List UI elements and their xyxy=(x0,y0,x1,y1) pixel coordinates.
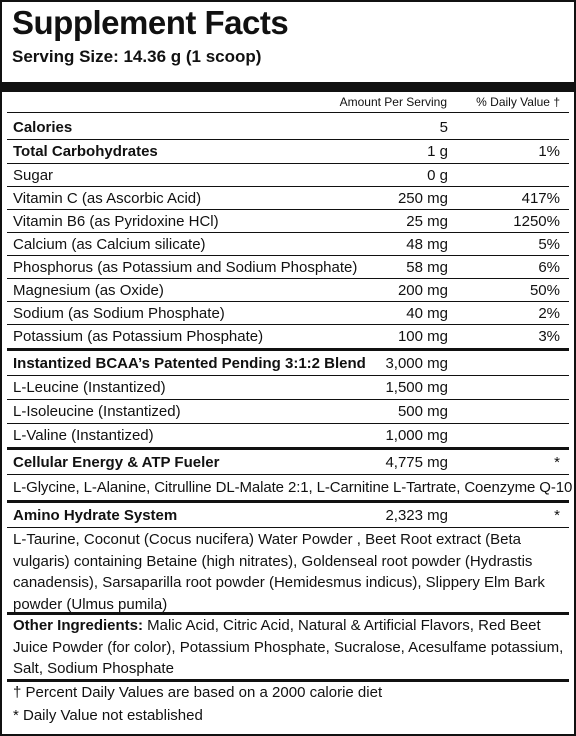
row-sugar xyxy=(2,164,574,187)
ingredient-name: L-Valine (Instantized) xyxy=(13,427,154,444)
header-daily-value: % Daily Value † xyxy=(476,95,560,109)
nutrient-amount: 25 mg xyxy=(406,213,448,230)
nutrient-name: Calories xyxy=(13,119,73,136)
nutrient-dv: 5% xyxy=(538,236,560,253)
nutrient-name: Vitamin C (as Ascorbic Acid) xyxy=(13,190,202,207)
other-ingredients-text: Malic Acid, Citric Acid, Natural & Artificial Flavors, Red Beet Juice Powder (for color), Potassium Phosphate, Sucralose, Acesulfame potassium, Salt, Sodium Phosphate xyxy=(13,617,564,677)
row-sodium xyxy=(2,302,574,325)
nutrient-amount: 1 g xyxy=(427,143,448,160)
nutrient-name: Magnesium (as Oxide) xyxy=(13,282,164,299)
other-ingredients xyxy=(13,615,564,680)
blend-name: Cellular Energy & ATP Fueler xyxy=(13,454,220,471)
nutrient-name: Vitamin B6 (as Pyridoxine HCl) xyxy=(13,213,219,230)
nutrient-name: Total Carbohydrates xyxy=(13,143,158,160)
blend-name: Instantized BCAA’s Patented Pending 3:1:2 Blend xyxy=(13,355,366,372)
nutrient-dv: 2% xyxy=(538,305,560,322)
row-l-leucine xyxy=(2,376,574,399)
nutrient-amount: 100 mg xyxy=(397,328,448,345)
nutrient-dv: 6% xyxy=(538,259,560,276)
footnote-daily-values: † Percent Daily Values are based on a 2000 calorie diet xyxy=(13,684,383,701)
header-amount: Amount Per Serving xyxy=(339,95,447,109)
footnote-not-established: * Daily Value not established xyxy=(13,707,203,724)
nutrient-amount: 200 mg xyxy=(397,282,448,299)
blend-dv: * xyxy=(554,454,560,471)
serving-size: Serving Size: 14.36 g (1 scoop) xyxy=(12,47,262,66)
nutrient-amount: 40 mg xyxy=(406,305,448,322)
thick-rule xyxy=(7,447,569,450)
row-amino-hydrate xyxy=(2,504,574,527)
ingredient-list: L-Glycine, L-Alanine, Citrulline DL-Malate 2:1, L-Carnitine L-Tartrate, Coenzyme Q-10 xyxy=(13,479,573,496)
ingredient-name: L-Isoleucine (Instantized) xyxy=(13,403,181,420)
nutrient-dv: 1250% xyxy=(513,213,560,230)
nutrient-amount: 48 mg xyxy=(406,236,448,253)
ingredient-amount: 1,500 mg xyxy=(385,379,448,396)
nutrient-dv: 417% xyxy=(521,190,560,207)
nutrient-amount: 0 g xyxy=(427,167,448,184)
row-calories xyxy=(2,116,574,139)
row-cellular-energy xyxy=(2,451,574,474)
blend-dv: * xyxy=(554,507,560,524)
blend-amount: 4,775 mg xyxy=(385,454,448,471)
nutrient-name: Sodium (as Sodium Phosphate) xyxy=(13,305,225,322)
divider xyxy=(7,527,569,528)
nutrient-amount: 250 mg xyxy=(397,190,448,207)
ingredient-amount: 500 mg xyxy=(397,403,448,420)
ingredient-name: L-Leucine (Instantized) xyxy=(13,379,166,396)
nutrient-name: Potassium (as Potassium Phosphate) xyxy=(13,328,264,345)
row-calcium xyxy=(2,233,574,256)
other-ingredients-label: Other Ingredients: xyxy=(13,617,144,634)
row-magnesium xyxy=(2,279,574,302)
blend-amount: 2,323 mg xyxy=(385,507,448,524)
row-l-valine xyxy=(2,424,574,447)
blend-name: Amino Hydrate System xyxy=(13,507,178,524)
row-vitamin-b6 xyxy=(2,210,574,233)
ingredient-amount: 1,000 mg xyxy=(385,427,448,444)
row-potassium xyxy=(2,325,574,348)
row-bcaa-blend xyxy=(2,352,574,375)
panel-title: Supplement Facts xyxy=(12,4,289,41)
row-vitamin-c xyxy=(2,187,574,210)
nutrient-name: Calcium (as Calcium silicate) xyxy=(13,236,206,253)
amino-hydrate-ingredients: L-Taurine, Coconut (Cocus nucifera) Water Powder , Beet Root extract (Beta vulgaris) containing Betaine (high nitrates), Goldenseal root powder (Hydrastis canadensis), Sarsaparilla root powder (Hemidesmus indicus), Slippery Elm Bark powder (Ulmus pumila) xyxy=(13,531,545,613)
nutrient-amount: 5 xyxy=(439,119,448,136)
thick-divider xyxy=(2,82,574,92)
blend-amount: 3,000 mg xyxy=(385,355,448,372)
nutrient-amount: 58 mg xyxy=(406,259,448,276)
row-cellular-energy-ingredients xyxy=(2,476,574,499)
row-phosphorus xyxy=(2,256,574,279)
nutrient-dv: 1% xyxy=(538,143,560,160)
divider xyxy=(7,112,569,113)
row-l-isoleucine xyxy=(2,400,574,423)
nutrient-dv: 50% xyxy=(529,282,560,299)
nutrient-dv: 3% xyxy=(538,328,560,345)
nutrient-name: Phosphorus (as Potassium and Sodium Phosphate) xyxy=(13,259,358,276)
row-total-carbohydrates xyxy=(2,140,574,163)
nutrient-name: Sugar xyxy=(13,167,54,184)
thick-rule xyxy=(7,348,569,351)
thick-rule xyxy=(7,679,569,682)
thick-rule xyxy=(7,500,569,503)
divider xyxy=(7,474,569,475)
